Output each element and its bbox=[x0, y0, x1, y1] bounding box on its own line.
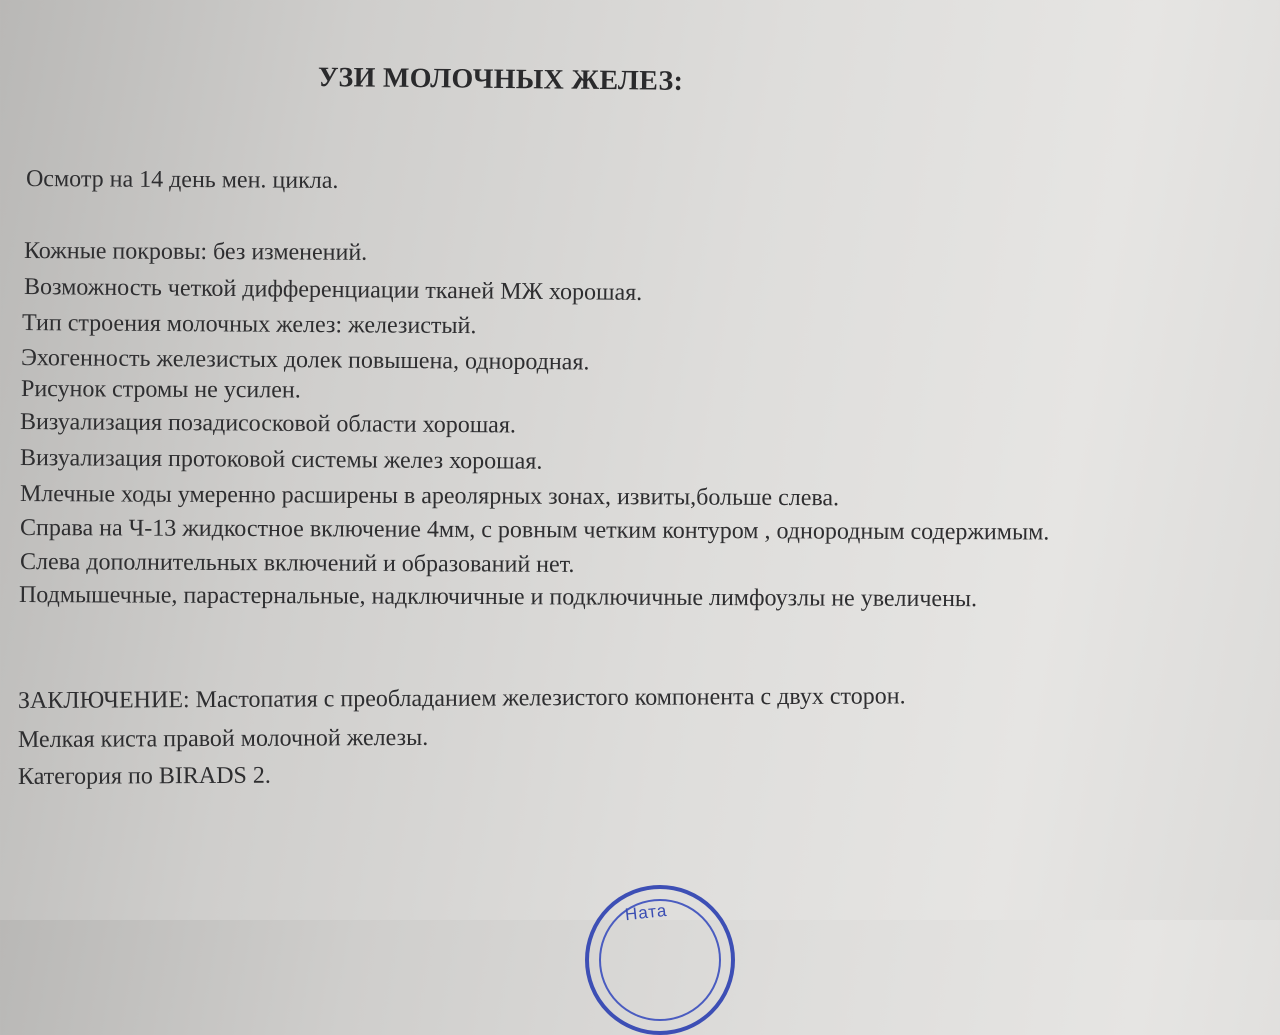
finding-line: Эхогенность железистых долек повышена, однородная. bbox=[20, 345, 590, 376]
finding-line: Справа на Ч-13 жидкостное включение 4мм, с ровным четким контуром , однородным содержимым. bbox=[19, 515, 1050, 546]
finding-line: Визуализация позадисосковой области хорошая. bbox=[19, 409, 517, 439]
document-title: УЗИ МОЛОЧНЫХ ЖЕЛЕЗ: bbox=[317, 62, 684, 97]
conclusion-line: ЗАКЛЮЧЕНИЕ: Мастопатия с преобладанием железистого компонента с двух сторон. bbox=[17, 683, 906, 714]
finding-line: Возможность четкой дифференциации тканей МЖ хорошая. bbox=[23, 274, 643, 306]
conclusion-line: Мелкая киста правой молочной железы. bbox=[17, 724, 429, 753]
conclusion-line: Категория по BIRADS 2. bbox=[17, 762, 271, 790]
finding-line: Кожные покровы: без изменений. bbox=[23, 238, 368, 266]
seal-text: Ната bbox=[624, 900, 669, 925]
finding-line: Рисунок стромы не усилен. bbox=[20, 376, 301, 404]
seal-stamp bbox=[585, 885, 735, 1035]
finding-line: Подмышечные, парастернальные, надключичные и подключичные лимфоузлы не увеличены. bbox=[18, 582, 978, 613]
exam-day-line: Осмотр на 14 день мен. цикла. bbox=[25, 166, 339, 194]
finding-line: Слева дополнительных включений и образований нет. bbox=[19, 549, 575, 578]
finding-line: Млечные ходы умеренно расширены в ареолярных зонах, извиты,больше слева. bbox=[19, 481, 840, 512]
finding-line: Визуализация протоковой системы желез хорошая. bbox=[19, 445, 543, 475]
finding-line: Тип строения молочных желез: железистый. bbox=[21, 310, 477, 340]
